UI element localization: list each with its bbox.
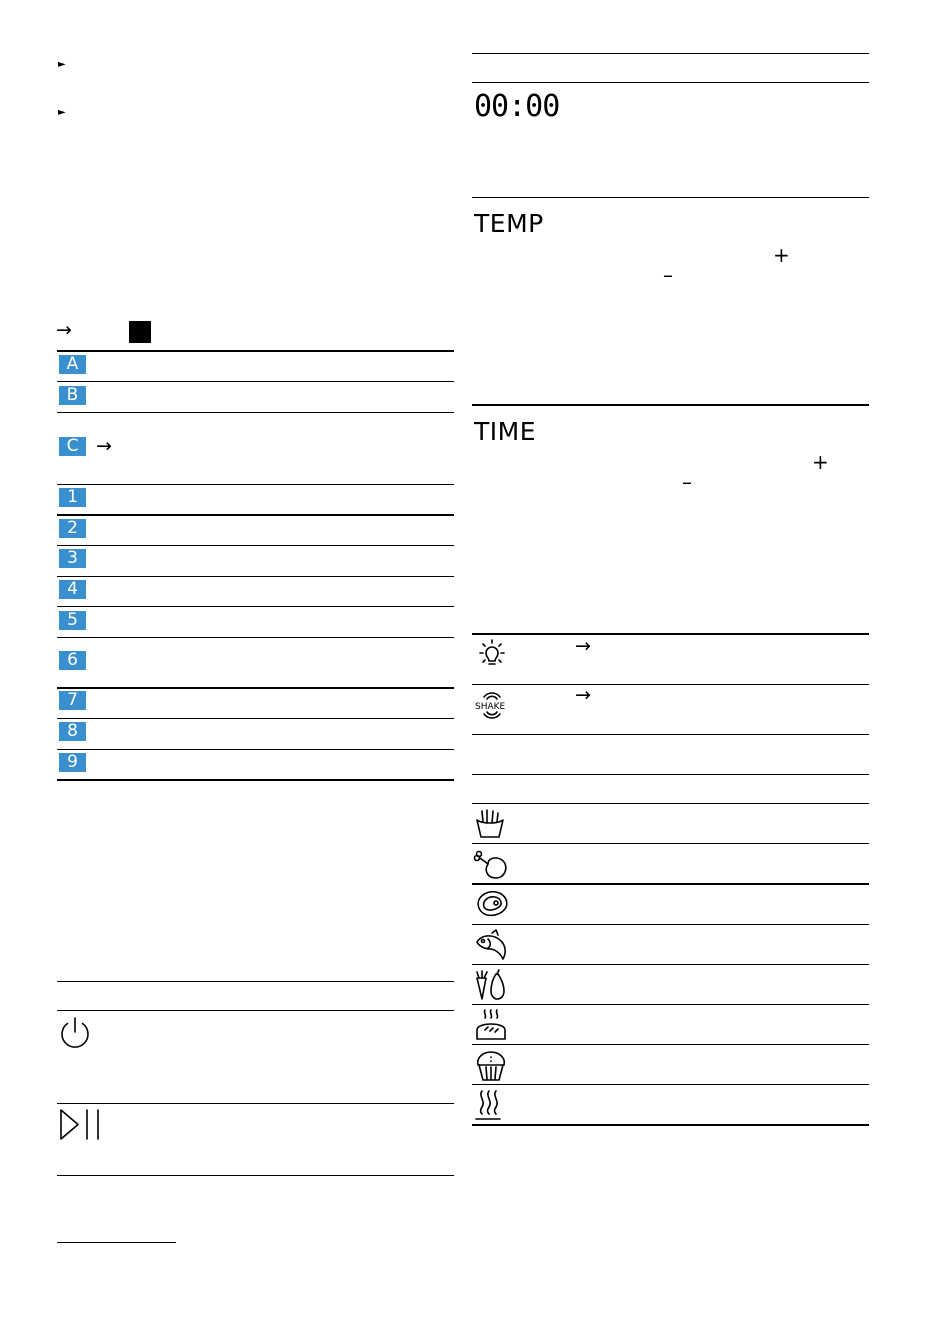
table-divider (472, 924, 869, 925)
bread-icon (474, 1008, 508, 1042)
badge-c: C (59, 437, 86, 456)
table-divider (57, 606, 454, 607)
badge-9: 9 (59, 753, 86, 772)
table-divider (57, 412, 454, 413)
table-divider (472, 1044, 869, 1045)
plus-symbol: + (773, 243, 790, 267)
fries-icon (474, 808, 506, 840)
badge-4: 4 (59, 580, 86, 599)
table-divider (472, 197, 869, 198)
power-icon (58, 1015, 92, 1049)
badge-5: 5 (59, 611, 86, 630)
table-divider (57, 1103, 454, 1104)
table-divider (472, 404, 869, 406)
table-divider (57, 637, 454, 638)
table-divider (57, 718, 454, 719)
table-divider (472, 843, 869, 844)
bullet-marker: ► (58, 107, 66, 118)
badge-b: B (59, 386, 86, 405)
chicken-drumstick-icon (474, 848, 510, 882)
shake-icon (474, 688, 510, 724)
badge-a: A (59, 355, 86, 374)
table-divider (57, 1010, 454, 1011)
footnote-rule (57, 1242, 176, 1243)
arrow-right-icon: → (56, 319, 72, 341)
table-divider (57, 545, 454, 546)
fish-icon (474, 928, 510, 962)
table-border (472, 734, 869, 735)
arrow-right-icon: → (575, 635, 591, 657)
bullet-marker: ► (58, 59, 66, 70)
table-border (57, 981, 454, 982)
table-divider (57, 514, 454, 516)
table-border (57, 350, 454, 352)
steak-icon (474, 888, 510, 922)
light-icon (475, 638, 509, 672)
table-divider (472, 82, 869, 83)
table-divider (57, 749, 454, 750)
reheat-icon (474, 1088, 508, 1122)
table-border (57, 779, 454, 781)
table-border (472, 1124, 869, 1126)
badge-3: 3 (59, 549, 86, 568)
minus-symbol: – (663, 263, 673, 287)
badge-8: 8 (59, 722, 86, 741)
table-divider (472, 883, 869, 885)
plus-symbol: + (812, 450, 829, 474)
table-border (472, 53, 869, 54)
arrow-right-icon: → (575, 684, 591, 706)
badge-7: 7 (59, 691, 86, 710)
table-divider (472, 684, 869, 685)
table-divider (472, 803, 869, 804)
time-label: TIME (474, 417, 537, 446)
badge-6: 6 (59, 651, 86, 670)
shake-icon-text: SHAKE (475, 702, 506, 712)
table-divider (57, 381, 454, 382)
table-divider (472, 633, 869, 635)
temp-label: TEMP (474, 209, 544, 238)
arrow-right-icon: → (96, 435, 112, 457)
badge-1: 1 (59, 488, 86, 507)
table-border (57, 1175, 454, 1176)
table-divider (472, 1084, 869, 1085)
time-readout: 00:00 (474, 89, 560, 124)
table-divider (57, 484, 454, 485)
table-divider (472, 964, 869, 965)
minus-symbol: – (682, 470, 692, 494)
table-border (472, 774, 869, 775)
black-square-marker (129, 321, 151, 343)
play-pause-icon (58, 1108, 104, 1142)
vegetables-icon (474, 968, 508, 1002)
table-divider (57, 576, 454, 577)
table-divider (57, 687, 454, 689)
badge-2: 2 (59, 519, 86, 538)
table-divider (472, 1004, 869, 1005)
digital-time-display (474, 89, 560, 124)
muffin-icon (474, 1048, 508, 1082)
